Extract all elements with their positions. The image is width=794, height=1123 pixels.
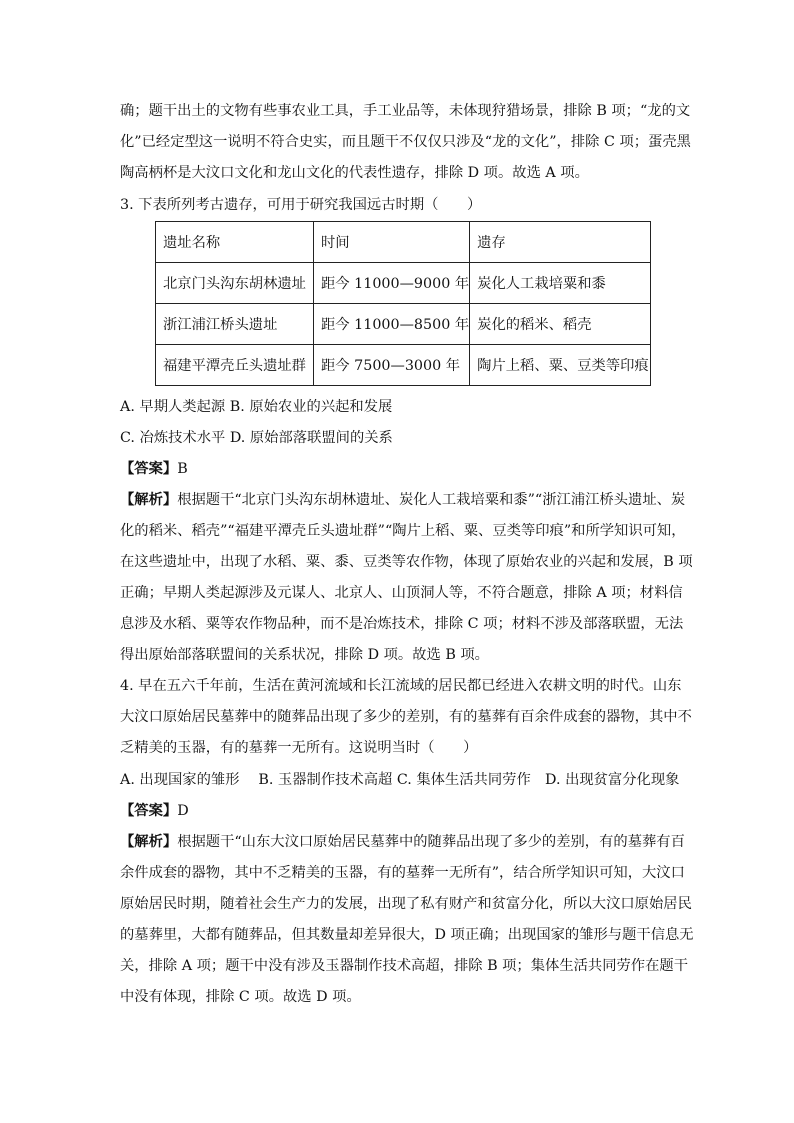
analysis-label: 【解析】: [120, 492, 178, 508]
q3-options-line-2: C. 冶炼技术水平 D. 原始部落联盟间的关系: [120, 430, 393, 446]
q4-analysis-line-2: 余件成套的器物，其中不乏精美的玉器，有的墓葬一无所有”，结合所学知识可知，大汶口: [120, 865, 685, 881]
analysis-text: 根据题干“山东大汶口原始居民墓葬中的随葬品出现了多少的差别，有的墓葬有百: [177, 834, 685, 850]
q4-analysis-line-4: 的墓葬里，大都有随葬品，但其数量却差异很大，D 项正确；出现国家的雏形与题干信息无: [120, 927, 694, 943]
table-row: [156, 345, 651, 386]
q4-options: A. 出现国家的雏形 B. 玉器制作技术高超 C. 集体生活共同劳作 D. 出现贫富分化现象: [120, 772, 680, 788]
table-header-row: [156, 222, 651, 263]
q3-analysis-line-3: 在这些遗址中，出现了水稻、粟、黍、豆类等农作物，体现了原始农业的兴起和发展，B 项: [120, 554, 693, 570]
q3-analysis-line-4: 正确；早期人类起源涉及元谋人、北京人、山顶洞人等，不符合题意，排除 A 项；材料信: [120, 585, 683, 601]
q4-analysis-line-1: [120, 832, 685, 852]
table-cell: 炭化人工栽培粟和黍: [470, 263, 651, 304]
answer-label: 【答案】: [120, 803, 178, 819]
q4-answer: [120, 801, 676, 821]
table-cell: 距今 7500—3000 年: [314, 345, 470, 386]
table-row: [156, 263, 651, 304]
analysis-label: 【解析】: [120, 834, 178, 850]
q3-answer: [120, 459, 676, 479]
answer-value: B: [177, 461, 188, 477]
table-cell: 北京门头沟东胡林遗址: [156, 263, 314, 304]
table-row: [156, 304, 651, 345]
answer-value: D: [177, 803, 189, 819]
q4-stem-line-3: 乏精美的玉器，有的墓葬一无所有。这说明当时（ ）: [120, 740, 478, 756]
q3-options-line-1: A. 早期人类起源 B. 原始农业的兴起和发展: [120, 399, 393, 415]
q4-analysis-line-3: 原始居民时期，随着社会生产力的发展，出现了私有财产和贫富分化，所以大汶口原始居民: [120, 896, 692, 912]
analysis-text: 根据题干“北京门头沟东胡林遗址、炭化人工栽培粟和黍”“浙江浦江桥头遗址、炭: [177, 492, 686, 508]
q4-stem-line-1: 4. 早在五六千年前，生活在黄河流域和长江流域的居民都已经进入农耕文明的时代。山东: [120, 678, 682, 694]
intro-line-3: 陶高柄杯是大汶口文化和龙山文化的代表性遗存，排除 D 项。故选 A 项。: [120, 165, 589, 181]
q3-relics-table: [155, 221, 651, 386]
intro-line-2: 化”已经定型这一说明不符合史实，而且题干不仅仅只涉及“龙的文化”，排除 C 项；蛋壳黑: [120, 134, 691, 150]
q4-stem-line-2: 大汶口原始居民墓葬中的随葬品出现了多少的差别，有的墓葬有百余件成套的器物，其中不: [120, 709, 692, 725]
q3-analysis-line-2: 化的稻米、稻壳”“福建平潭壳丘头遗址群”“陶片上稻、粟、豆类等印痕”和所学知识可知，: [120, 523, 686, 539]
q4-analysis-line-5: 关，排除 A 项；题干中没有涉及玉器制作技术高超，排除 B 项；集体生活共同劳作在题干: [120, 958, 688, 974]
table-cell: 距今 11000—8500 年: [314, 304, 470, 345]
table-cell: 距今 11000—9000 年: [314, 263, 470, 304]
q3-analysis-line-5: 息涉及水稻、粟等农作物品种，而不是冶炼技术，排除 C 项；材料不涉及部落联盟，无法: [120, 616, 684, 632]
table-header-cell: 时间: [314, 222, 470, 263]
q4-analysis-line-6: 中没有体现，排除 C 项。故选 D 项。: [120, 989, 361, 1005]
table-cell: 陶片上稻、粟、豆类等印痕: [470, 345, 651, 386]
table-cell: 炭化的稻米、稻壳: [470, 304, 651, 345]
table-header-cell: 遗址名称: [156, 222, 314, 263]
intro-line-1: 确；题干出土的文物有些事农业工具，手工业品等，未体现狩猎场景，排除 B 项；“龙的文: [120, 103, 691, 119]
table-cell: 福建平潭壳丘头遗址群: [156, 345, 314, 386]
table-header-cell: 遗存: [470, 222, 651, 263]
table-cell: 浙江浦江桥头遗址: [156, 304, 314, 345]
q3-analysis-line-6: 得出原始部落联盟间的关系状况，排除 D 项。故选 B 项。: [120, 647, 489, 663]
q3-analysis-line-1: [120, 490, 686, 510]
q3-stem: 3. 下表所列考古遗存，可用于研究我国远古时期（ ）: [120, 197, 482, 213]
answer-label: 【答案】: [120, 461, 178, 477]
